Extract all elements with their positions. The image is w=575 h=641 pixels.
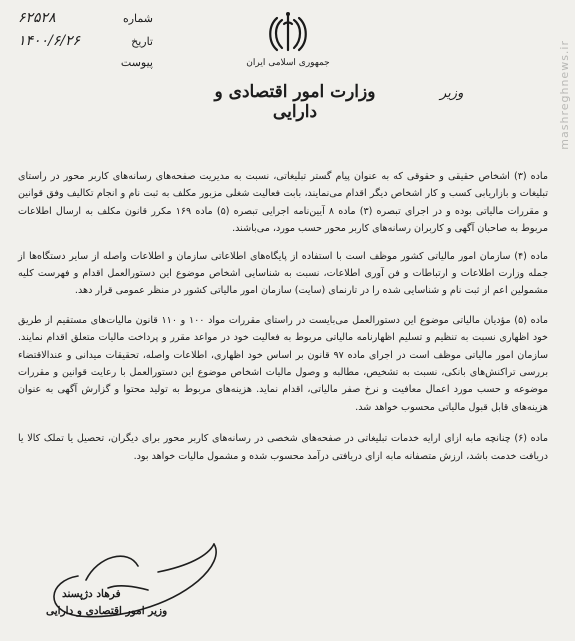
- ministry-name: وزارت امور اقتصادی و دارایی: [214, 82, 376, 122]
- letter-metadata: [18, 10, 153, 79]
- date-value: ۱۴۰۰/۶/۲۶: [18, 33, 81, 49]
- date-label: تاریخ: [131, 35, 153, 48]
- attachment-row: [18, 56, 153, 79]
- article-3: ماده (۳) اشخاص حقیقی و حقوقی که به عنوان پیام گستر تبلیغاتی، نسبت به مدیریت صفحه‌های رسانه‌های کاربر محور در راستای تبلیغات و بازاریابی کسب و کار اشخاص دیگر اقدام می‌نمایند، بابت فعالیت شغلی مزبور مکلف به ثبت نام و انجام تکالیف وفق قوانین و مقررات مالیاتی بوده و در اجرای تبصره (۳) ماده ۸ آیین‌نامه اجرایی تبصره (۵) ماده ۱۶۹ مکرر قانون مکلف به ارسال اطلاعات مربوط به صاحبان آگهی و کاربران رسانه‌های کاربر محور حسب مورد، می‌باشند.: [18, 171, 549, 235]
- number-row: [18, 10, 153, 33]
- minister-label: وزیر: [440, 86, 464, 101]
- letter-body: [18, 168, 548, 475]
- number-label: شماره: [122, 12, 153, 25]
- number-value: ۶۲۵۲۸: [18, 10, 56, 26]
- signatory-title: وزیر امور اقتصادی و دارایی: [46, 605, 168, 617]
- national-emblem-icon: [268, 10, 308, 56]
- article-6: ماده (۶) چنانچه مابه ازای ارایه خدمات تبلیغاتی در صفحه‌های شخصی در رسانه‌های کاربر محور برای دیگران، تحصیل یا تملک کالا یا دریافت خدمت باشد، ارزش متصفانه مابه ازای دریافتی درآمد محسوب شده و مشمول مالیات خواهد بود.: [18, 433, 548, 462]
- emblem-caption: جمهوری اسلامی ایران: [246, 58, 330, 68]
- date-row: [18, 33, 153, 56]
- signatory-name: فرهاد دژپسند: [62, 588, 121, 600]
- attachment-label: پیوست: [120, 56, 153, 69]
- watermark: mashreghnews.ir: [558, 40, 571, 150]
- article-4: ماده (۴) سازمان امور مالیاتی کشور موظف است با استفاده از پایگاه‌های اطلاعاتی سازمان و اطلاعات واصله از سایر دستگاه‌ها از جمله وزارت اطلاعات و ارتباطات و فن آوری اطلاعات، نسبت به شناسایی اشخاص موضوع این دستورالعمل اقدام و فهرست کلیه مشمولین اعم از ثبت نام و شناسایی شده را در تارنمای (سایت) سازمان امور مالیاتی کشور در منظر عمومی قرار دهد.: [18, 250, 549, 297]
- article-5: ماده (۵) مؤدیان مالیاتی موضوع این دستورالعمل می‌بایست در راستای مقررات مواد ۱۰۰ و ۱۱۰ قانون مالیات‌های مستقیم از طریق خود اظهاری نسبت به تنظیم و تسلیم اظهارنامه مالیاتی مربوط به فعالیت خود در مواعد مقرر و پرداخت مالیات متعلق اقدام نمایند. سازمان امور مالیاتی موظف است در اجرای ماده ۹۷ قانون بر اساس خود اظهاری، اطلاعات واصله، تحقیقات میدانی و عندالاقتضاء بررسی تراکنش‌های بانکی، نسبت به تشخیص، مطالبه و وصول مالیات اشخاص موضوع این دستورالعمل با رعایت قوانین و مقررات موضوعه و حسب مورد اعمال معافیت و نرخ صفر مالیاتی، اقدام نماید. هزینه‌های مربوط به تولید محتوا و گزارش آگهی به عنوان هزینه‌های قابل قبول مالیاتی محسوب خواهد شد.: [18, 314, 549, 413]
